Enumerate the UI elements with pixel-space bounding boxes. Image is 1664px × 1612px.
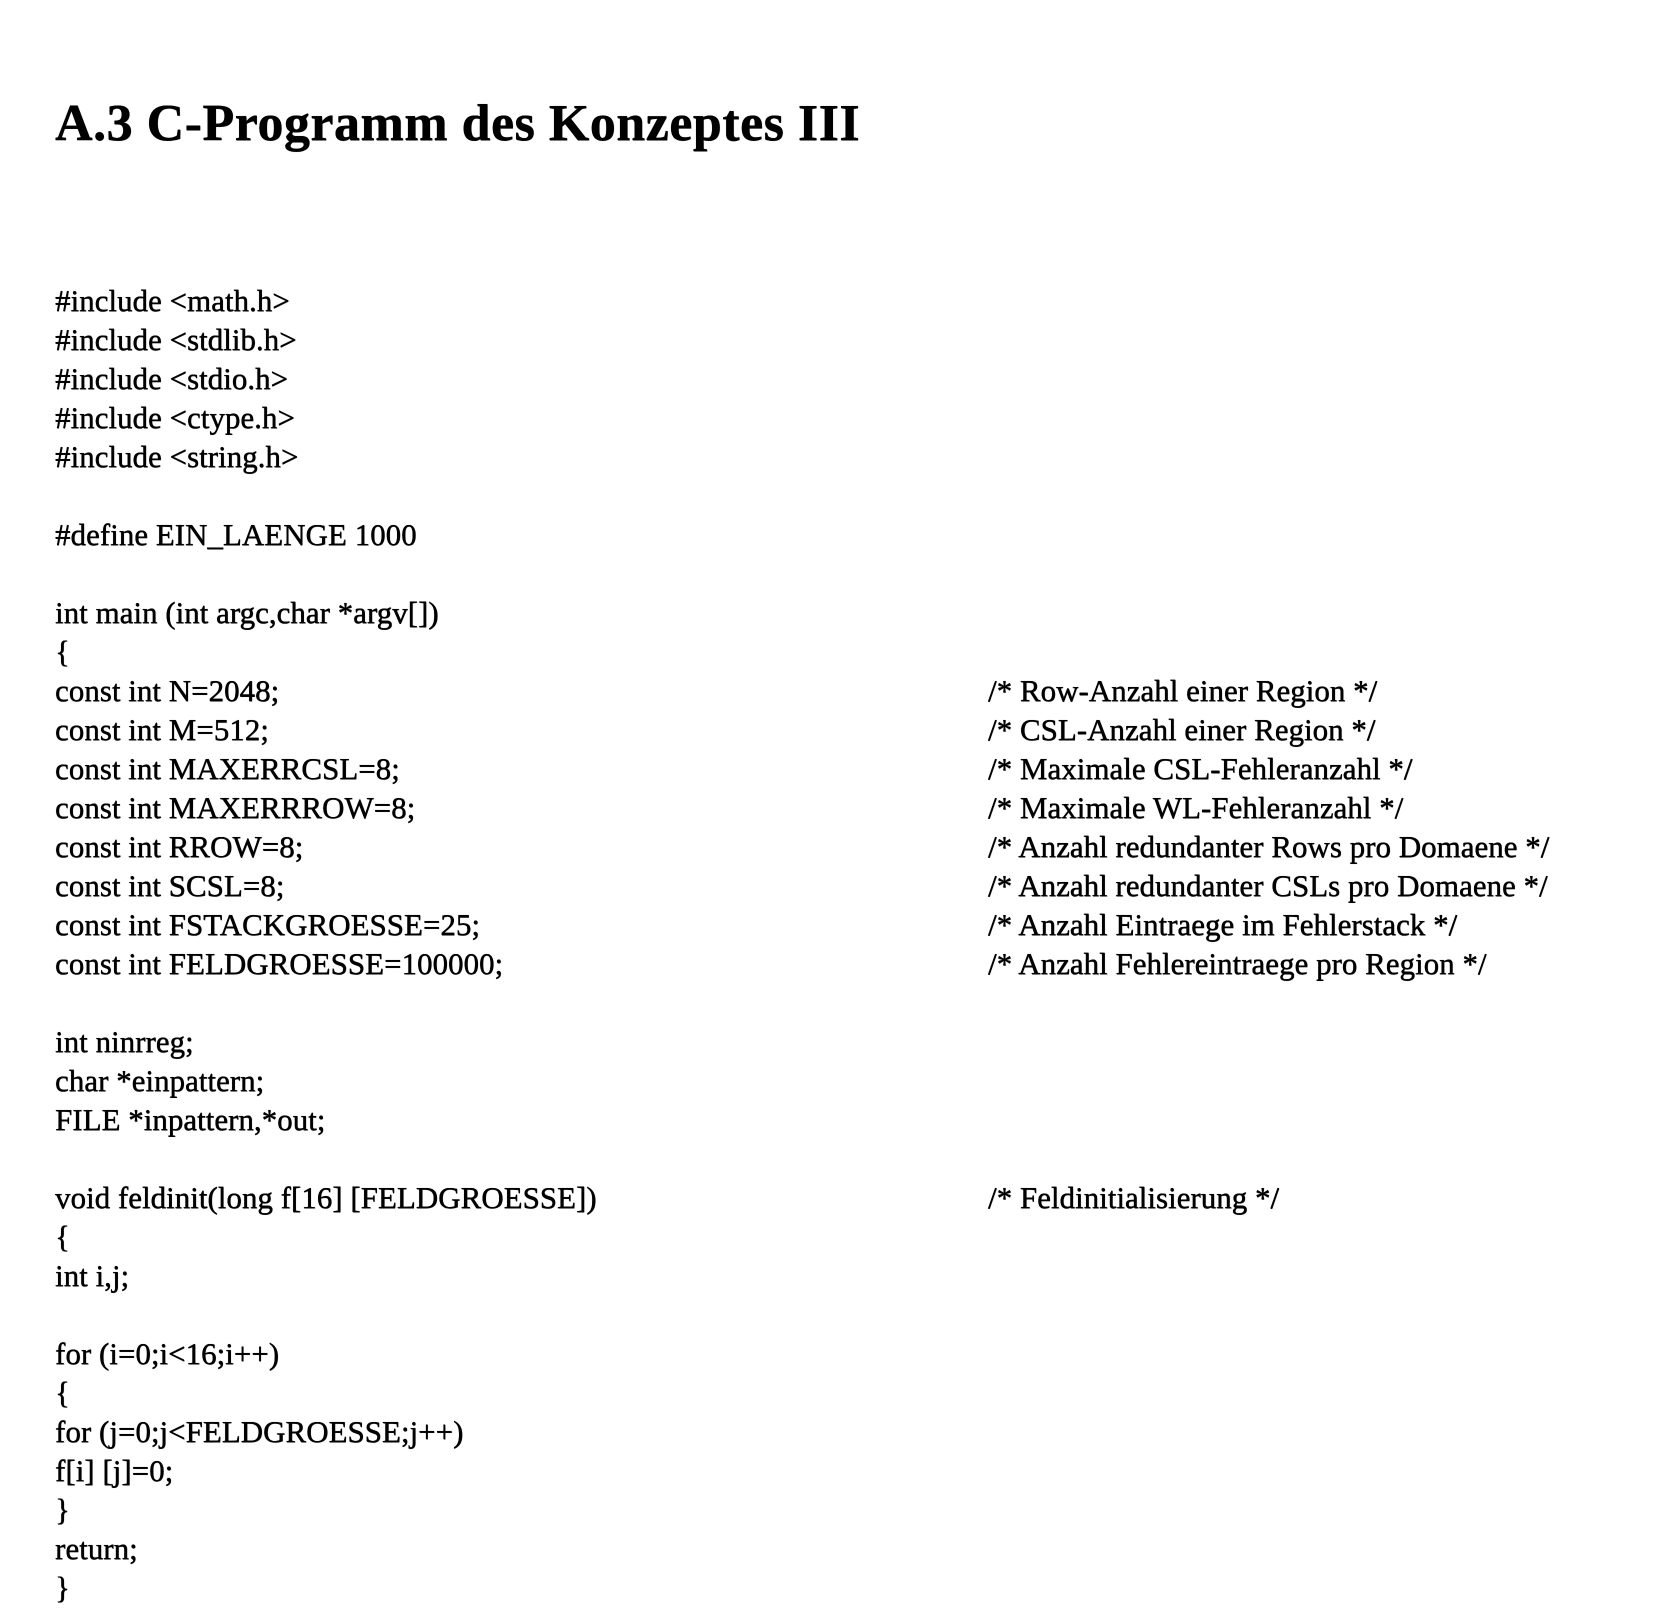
code-text: { [55, 1375, 70, 1410]
code-line [0, 554, 1664, 593]
code-text: for (j=0;j<FELDGROESSE;j++) [55, 1414, 464, 1449]
code-text: #define EIN_LAENGE 1000 [55, 517, 417, 552]
code-comment: /* Maximale WL-Fehleranzahl */ [988, 790, 1404, 825]
code-line [0, 632, 1664, 671]
code-text [55, 1139, 63, 1178]
code-line [0, 1373, 1664, 1412]
code-text [55, 1295, 63, 1334]
code-comment: /* Anzahl redundanter Rows pro Domaene */ [988, 829, 1550, 864]
code-text: #include <ctype.h> [55, 400, 295, 435]
code-line [0, 1529, 1664, 1568]
code-line [0, 1256, 1664, 1295]
code-line [0, 515, 1664, 554]
code-line [0, 398, 1664, 437]
code-text: #include <string.h> [55, 439, 299, 474]
code-comment: /* Maximale CSL-Fehleranzahl */ [988, 751, 1413, 786]
code-line [0, 1295, 1664, 1334]
code-text: const int FSTACKGROESSE=25; [55, 907, 480, 942]
code-listing [0, 281, 1664, 1607]
code-text: #include <stdlib.h> [55, 322, 297, 357]
code-text: const int M=512; [55, 712, 269, 747]
code-text: const int SCSL=8; [55, 868, 285, 903]
code-line [0, 1568, 1664, 1607]
code-text: for (i=0;i<16;i++) [55, 1336, 280, 1371]
code-line [0, 749, 1664, 788]
code-text: const int FELDGROESSE=100000; [55, 946, 504, 981]
code-text [55, 554, 63, 593]
code-line [0, 1022, 1664, 1061]
code-text: char *einpattern; [55, 1063, 265, 1098]
code-text: } [55, 1570, 70, 1605]
code-text [55, 476, 63, 515]
code-line [0, 788, 1664, 827]
code-line [0, 1061, 1664, 1100]
code-text: #include <math.h> [55, 283, 290, 318]
code-line [0, 593, 1664, 632]
section-title: A.3 C-Programm des Konzeptes III [55, 95, 861, 152]
code-line [0, 827, 1664, 866]
code-text: int i,j; [55, 1258, 130, 1293]
code-text: const int MAXERRROW=8; [55, 790, 416, 825]
code-line [0, 1451, 1664, 1490]
code-line [0, 944, 1664, 983]
code-line [0, 1490, 1664, 1529]
code-line [0, 866, 1664, 905]
code-line [0, 710, 1664, 749]
code-line [0, 1412, 1664, 1451]
code-line [0, 1100, 1664, 1139]
code-comment: /* Anzahl redundanter CSLs pro Domaene */ [988, 868, 1548, 903]
code-line [0, 905, 1664, 944]
code-line [0, 281, 1664, 320]
code-text: #include <stdio.h> [55, 361, 288, 396]
code-text: f[i] [j]=0; [55, 1453, 174, 1488]
code-comment: /* Anzahl Eintraege im Fehlerstack */ [988, 907, 1458, 942]
code-line [0, 437, 1664, 476]
code-text: return; [55, 1531, 138, 1566]
code-text: int main (int argc,char *argv[]) [55, 595, 439, 630]
code-line [0, 476, 1664, 515]
code-text: const int RROW=8; [55, 829, 304, 864]
code-line [0, 359, 1664, 398]
code-text: { [55, 634, 70, 669]
code-comment: /* CSL-Anzahl einer Region */ [988, 712, 1376, 747]
code-text: int ninrreg; [55, 1024, 194, 1059]
code-text: FILE *inpattern,*out; [55, 1102, 326, 1137]
code-text: void feldinit(long f[16] [FELDGROESSE]) [55, 1180, 597, 1215]
code-text: const int N=2048; [55, 673, 280, 708]
code-line [0, 983, 1664, 1022]
code-line [0, 1334, 1664, 1373]
code-line [0, 671, 1664, 710]
code-text: { [55, 1219, 70, 1254]
code-text: const int MAXERRCSL=8; [55, 751, 400, 786]
code-line [0, 1217, 1664, 1256]
code-line [0, 1178, 1664, 1217]
code-line [0, 320, 1664, 359]
code-comment: /* Row-Anzahl einer Region */ [988, 673, 1378, 708]
code-comment: /* Anzahl Fehlereintraege pro Region */ [988, 946, 1487, 981]
code-line [0, 1139, 1664, 1178]
code-text: } [55, 1492, 70, 1527]
code-text [55, 983, 63, 1022]
code-comment: /* Feldinitialisierung */ [988, 1180, 1280, 1215]
